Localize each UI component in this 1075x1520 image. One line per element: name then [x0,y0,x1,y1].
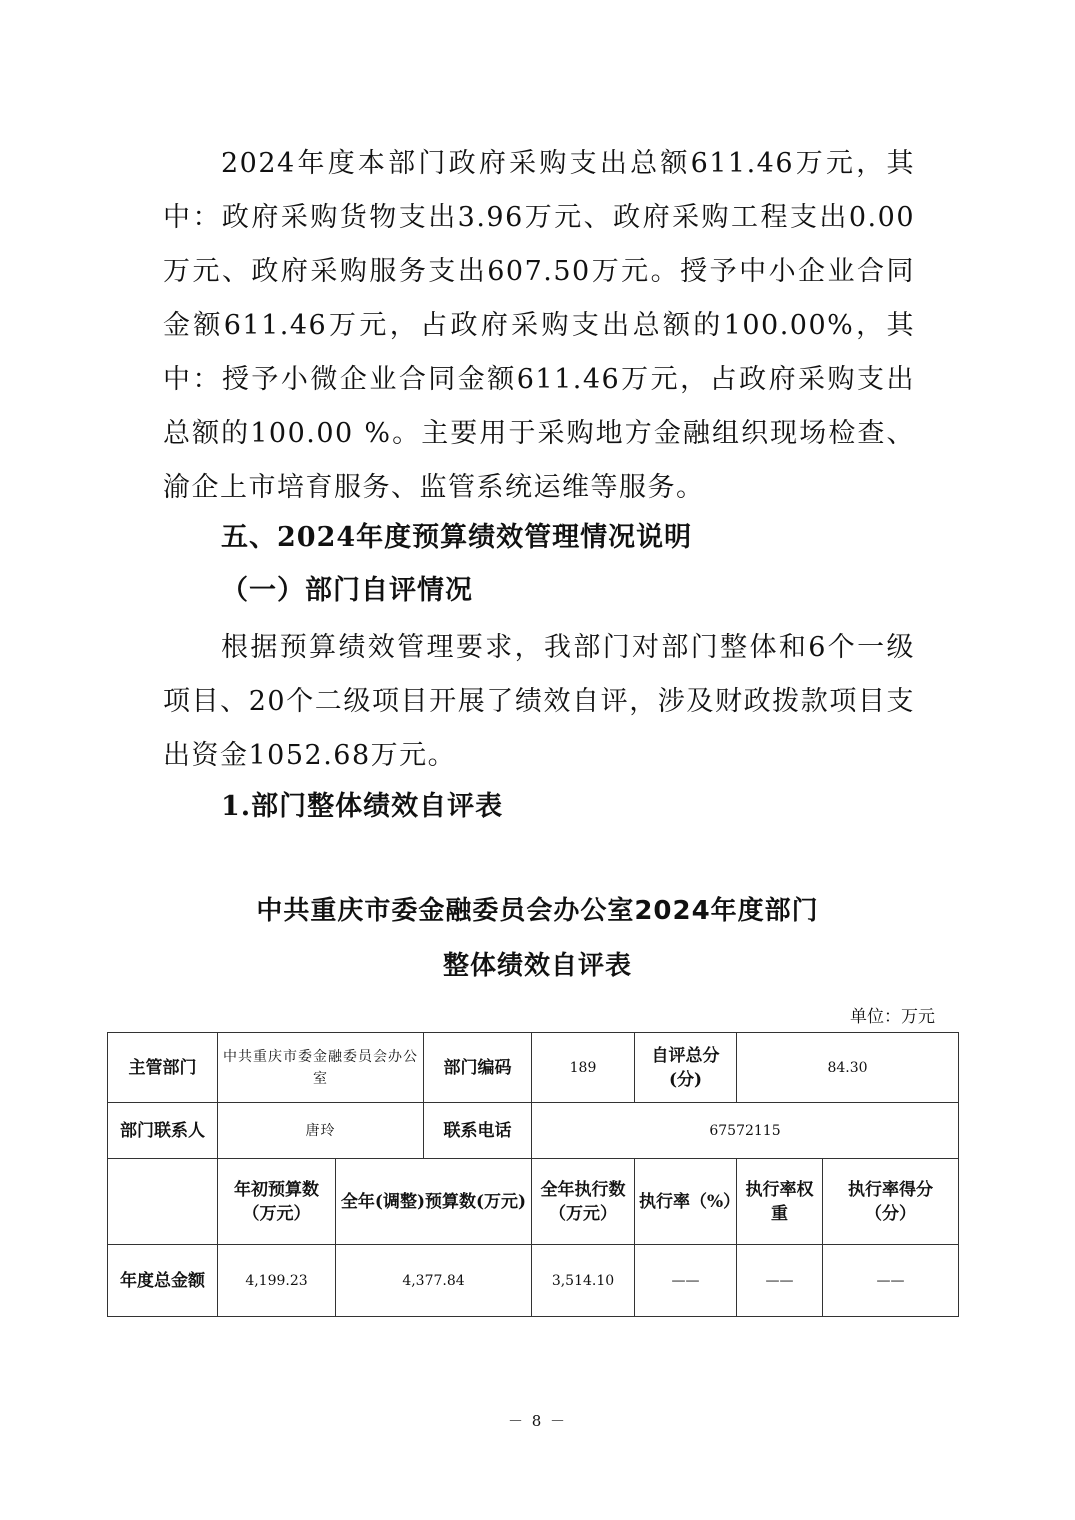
dept-value-cell: 中共重庆市委金融委员会办公室 [218,1033,424,1103]
rate-score-header: 执行率得分（分） [823,1159,959,1245]
total-weight-cell: —— [737,1245,823,1317]
rate-header: 执行率（%） [635,1159,737,1245]
table-row [108,1159,959,1245]
total-label-cell: 年度总金额 [108,1245,218,1317]
adjusted-budget-header: 全年(调整)预算数(万元) [336,1159,532,1245]
self-eval-text: 根据预算绩效管理要求，我部门对部门整体和6个一级项目、20个二级项目开展了绩效自评，涉及财政拨款项目支出资金1052.68万元。 [163,632,915,771]
executed-header: 全年执行数（万元） [532,1159,635,1245]
contact-label-cell: 部门联系人 [108,1103,218,1159]
score-label-cell: 自评总分(分) [635,1033,737,1103]
phone-value-cell: 67572115 [532,1103,959,1159]
total-rate-cell: —— [635,1245,737,1317]
initial-budget-header: 年初预算数（万元） [218,1159,336,1245]
empty-header-cell [108,1159,218,1245]
unit-label: 单位：万元 [850,1007,935,1027]
subsection-heading-self-eval: （一）部门自评情况 [221,575,473,606]
total-adjusted-cell: 4,377.84 [336,1245,532,1317]
table-row [108,1033,959,1103]
table-row [108,1245,959,1317]
table-title-line1: 中共重庆市委金融委员会办公室2024年度部门 [256,896,819,926]
page-number: － 8 － [507,1412,568,1430]
code-value-cell: 189 [532,1033,635,1103]
total-rate-score-cell: —— [823,1245,959,1317]
total-initial-cell: 4,199.23 [218,1245,336,1317]
procurement-paragraph [163,137,915,515]
procurement-text: 2024年度本部门政府采购支出总额611.46万元，其中：政府采购货物支出3.96万元、政府采购工程支出0.00万元、政府采购服务支出607.50万元。授予中小企业合同金额611.46万元，占政府采购支出总额的100.00%，其中：授予小微企业合同金额611.46万元，占政府采购支出总额的100.00 %。主要用于采购地方金融组织现场检查、渝企上市培育服务、监管系统运维等服务。 [163,148,915,503]
dept-label-cell: 主管部门 [108,1033,218,1103]
total-executed-cell: 3,514.10 [532,1245,635,1317]
table-row [108,1103,959,1159]
code-label-cell: 部门编码 [424,1033,532,1103]
self-eval-paragraph [163,621,915,783]
phone-label-cell: 联系电话 [424,1103,532,1159]
table-section-heading: 1.部门整体绩效自评表 [221,791,504,822]
table-title-line2: 整体绩效自评表 [442,951,632,981]
weight-header: 执行率权重 [737,1159,823,1245]
section-heading-performance: 五、2024年度预算绩效管理情况说明 [221,522,693,553]
score-value-cell: 84.30 [737,1033,959,1103]
contact-value-cell: 唐玲 [218,1103,424,1159]
dept-performance-table [107,1032,959,1317]
